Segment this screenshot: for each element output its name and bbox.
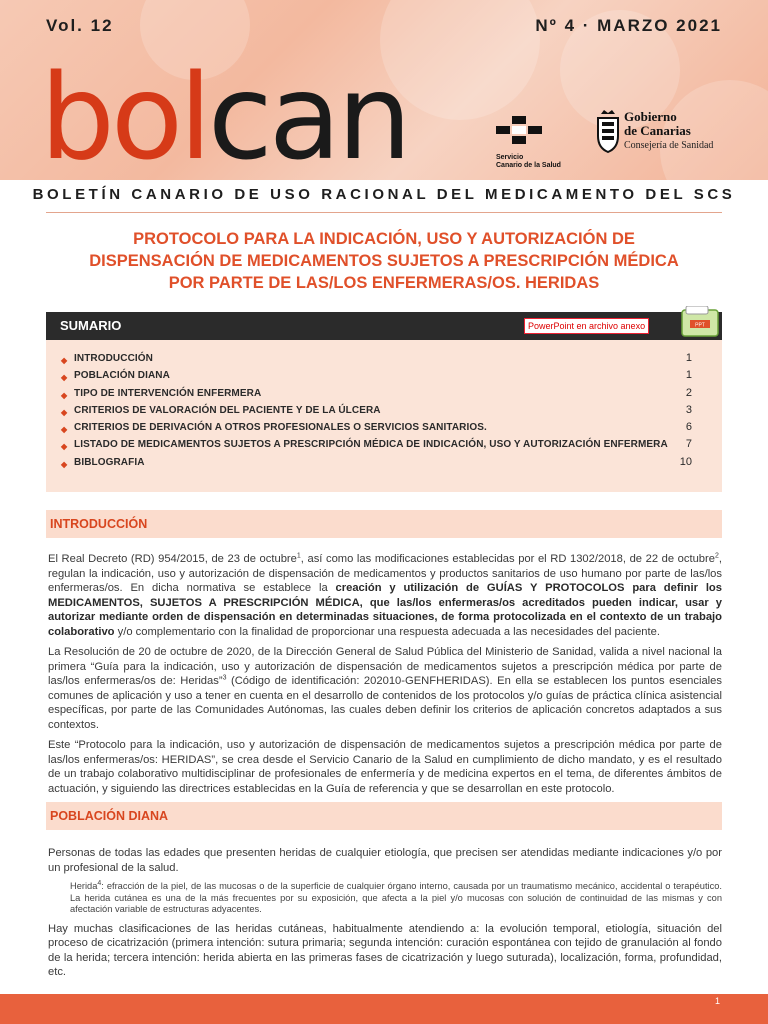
gob-line2: de Canarias — [624, 122, 691, 138]
intro-paragraph-2: La Resolución de 20 de octubre de 2020, de la Dirección General de Salud Pública del Ministerio de Sanidad, valida a nivel nacional la primera “Guía para la indicación, uso y autorización de dispensación de medicamentos sujetos a prescripción médica por parte de las/los enfermeras/os de: Heridas”$^3$ (Código de identificación: 202010-GENFHERIDAS). En ella se establecen los puntos esenciales comunes de aplicación y uso a tener en cuenta en el desarrollo de contenidos de los protocolos y/o guías de práctica clínica asistencial específicas, por parte de las Comunidades Autónomas, las cuales deben definir los criterios de aplicación concretos adaptados a sus contextos. — [48, 646, 722, 731]
gobierno-canarias-logo — [596, 108, 736, 159]
poblacion-paragraph-2: Hay muchas clasificaciones de las heridas cutáneas, habitualmente atendiendo a: la evolución temporal, etiología, situación del proceso de cicatrización (primera intención: sutura primaria; segunda intención: curación espontánea con tejido de granulación al fondo de la herida; tercera intención: herida abierta en las primeras fases de cicatrización y luego suturada), localización, forma, profundidad, etc. — [48, 922, 722, 978]
bullet-icon: ◆ — [61, 442, 68, 452]
scs-logo — [496, 116, 566, 170]
coat-of-arms-icon — [596, 108, 620, 154]
bullet-icon: ◆ — [61, 373, 68, 383]
bulletin-subtitle: BOLETÍN CANARIO DE USO RACIONAL DEL MEDICAMENTO DEL SCS — [32, 186, 736, 203]
poblacion-paragraph-1: Personas de todas las edades que presenten heridas de cualquier etiología, que precisen ser atendidas mediante indicaciones y/o por un profesional de la salud. — [48, 847, 722, 874]
table-of-contents — [46, 352, 722, 473]
logo-part-can: can — [207, 48, 408, 180]
bullet-icon: ◆ — [61, 356, 68, 365]
page-number: 1 — [714, 996, 720, 1006]
bullet-icon: ◆ — [61, 390, 68, 400]
section-header-poblacion-diana — [46, 802, 722, 830]
poblacion-text — [48, 846, 722, 986]
title-line-1: PROTOCOLO PARA LA INDICACIÓN, USO Y AUTORIZACIÓN DE — [133, 230, 635, 248]
bolcan-logo — [40, 48, 408, 180]
section-title: INTRODUCCIÓN — [50, 517, 148, 531]
toc-item[interactable]: ◆ BIBLOGRAFIA 10 — [61, 455, 692, 469]
ppt-icon-label: PPT — [695, 322, 705, 329]
section-header-introduccion — [46, 510, 722, 538]
footer-band — [0, 994, 768, 1024]
toc-item[interactable]: ◆ CRITERIOS DE VALORACIÓN DEL PACIENTE Y DE LA ÚLCERA 3 — [61, 403, 692, 417]
toc-item[interactable]: ◆ LISTADO DE MEDICAMENTOS SUJETOS A PRESCRIPCIÓN MÉDICA DE INDICACIÓN, USO Y AUTORIZACIÓN ENFERMERA 7 — [61, 438, 692, 452]
title-line-2: DISPENSACIÓN DE MEDICAMENTOS SUJETOS A PRESCRIPCIÓN MÉDICA — [89, 252, 679, 270]
powerpoint-annex-link[interactable]: PowerPoint en archivo anexo — [524, 318, 649, 334]
issue-label: Nº 4 · MARZO 2021 — [535, 16, 722, 35]
gob-line1: Gobierno — [624, 109, 677, 124]
volume-label: Vol. 12 — [46, 16, 114, 35]
scs-line2: Canario de la Salud — [496, 162, 561, 170]
intro-paragraph-3: Este “Protocolo para la indicación, uso y autorización de dispensación de medicamentos sujetos a prescripción médica por parte de las/los enfermeras/os: HERIDAS”, se crea desde el Servicio Canario de la Salud en cumplimiento de dicho mandato, y es el resultado de un trabajo colaborativo multidisciplinar de profesionales de enfermería y de medicina expertos en el tema, de diferentes ámbitos de actuación, y siguiendo las directrices establecidas en la Guía de referencia y que se desarrollan en este protocolo. — [48, 739, 722, 795]
toc-item[interactable]: ◆ INTRODUCCIÓN 1 — [61, 352, 692, 365]
toc-item[interactable]: ◆ POBLACIÓN DIANA 1 — [61, 369, 692, 383]
summary-box — [46, 340, 722, 492]
scs-line1: Servicio — [496, 154, 524, 161]
herida-definition-note: Herida$^4$: efracción de la piel, de las mucosas o de la superficie de cualquier órgano interno, causada por un traumatismo mecánico, accidental o terapéutico. La herida cutánea es una de la más frecuentes por su exposición, que afecta a la piel y/o mucosas con solución de continuidad de las mismas y con afectación variable de estructuras adyacentes. — [70, 879, 722, 914]
bullet-icon: ◆ — [61, 459, 68, 469]
scs-cross-icon — [496, 116, 542, 146]
summary-label: SUMARIO — [60, 318, 122, 333]
powerpoint-file-icon[interactable] — [680, 306, 722, 338]
toc-item[interactable]: ◆ CRITERIOS DE DERIVACIÓN A OTROS PROFESIONALES O SERVICIOS SANITARIOS. 6 — [61, 421, 692, 435]
divider — [46, 212, 722, 213]
toc-item[interactable]: ◆ TIPO DE INTERVENCIÓN ENFERMERA 2 — [61, 386, 692, 400]
header-band — [0, 0, 768, 180]
bullet-icon: ◆ — [61, 407, 68, 417]
title-line-3: POR PARTE DE LAS/LOS ENFERMERAS/OS. HERIDAS — [168, 274, 600, 292]
intro-text — [48, 552, 722, 802]
page-title — [60, 228, 708, 294]
intro-paragraph-1: El Real Decreto (RD) 954/2015, de 23 de octubre$^1$, así como las modificaciones establecidas por el RD 1302/2018, de 22 de octubre$^2$, regulan la indicación, uso y autorización de dispensación de medicamentos y productos sanitarios de uso humano por parte de las/los enfermeras/os. En dicha normativa se establece la creación y utilización de GUÍAS Y PROTOCOLOS para definir los MEDICAMENTOS, SUJETOS A PRESCRIPCIÓN MÉDICA, que las/los enfermeras/os acreditados pueden indicar, usar y autorizar mediante orden de dispensación en determinadas situaciones, de forma protocolizada en el contexto de un trabajo colaborativo y/o complementario con la finalidad de proporcionar una respuesta adecuada a las necesidades del paciente. — [48, 552, 722, 638]
section-title: POBLACIÓN DIANA — [50, 809, 169, 823]
gob-line3: Consejería de Sanidad — [624, 140, 714, 151]
bullet-icon: ◆ — [61, 425, 68, 435]
logo-part-bol: bol — [40, 48, 208, 180]
